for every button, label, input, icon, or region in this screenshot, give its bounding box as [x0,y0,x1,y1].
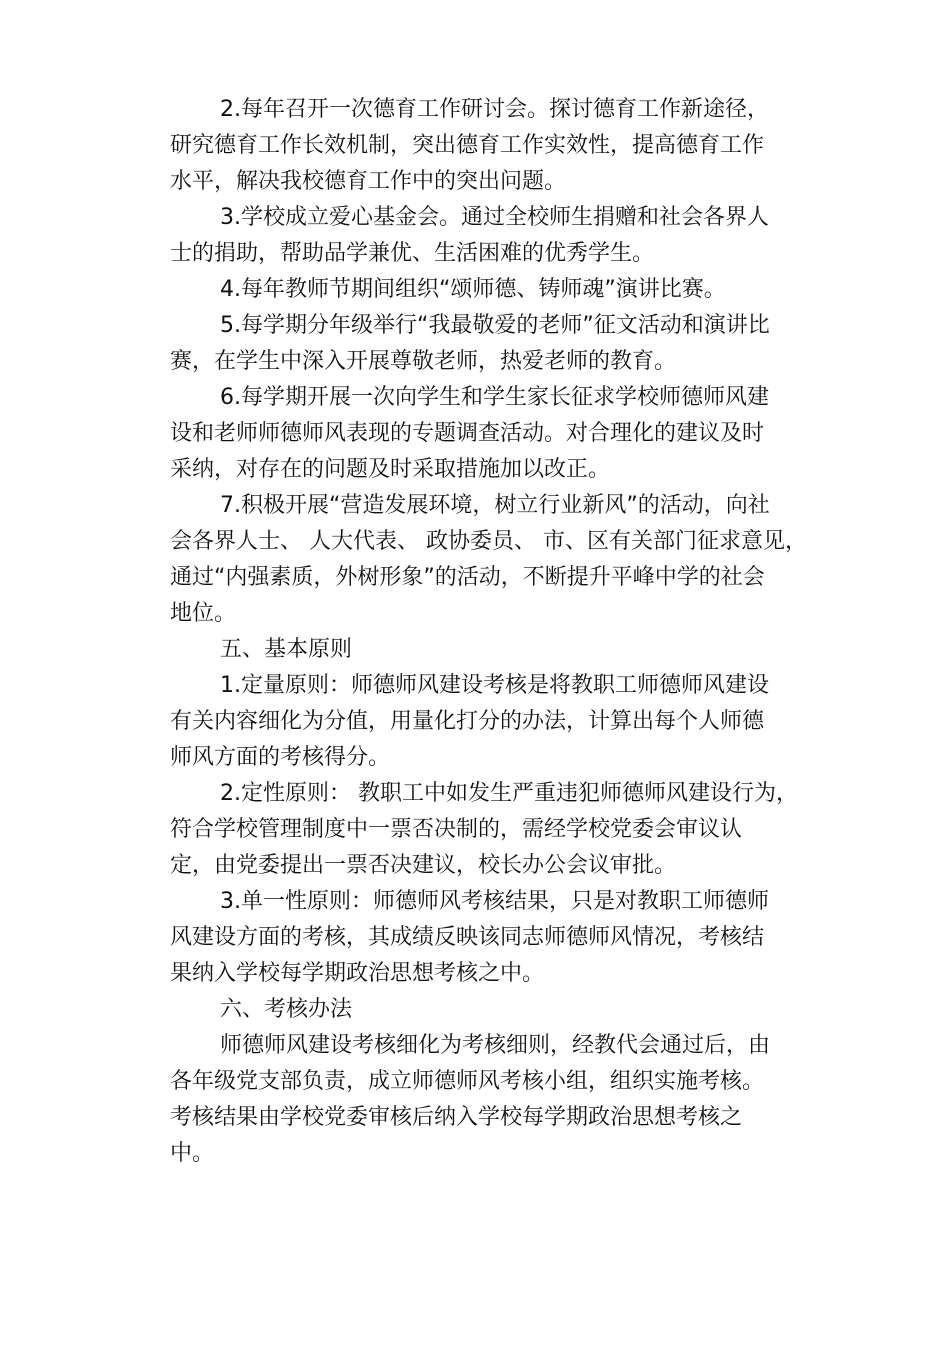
text-line: 1.定量原则：师德师风建设考核是将教职工师德师风建设 [220,673,769,698]
text-line: 6.每学期开展一次向学生和学生家长征求学校师德师风建 [220,385,769,410]
text-line: 采纳，对存在的问题及时采取措施加以改正。 [170,457,611,482]
text-line: 3.学校成立爱心基金会。通过全校师生捐赠和社会各界人 [220,205,769,230]
text-line: 师风方面的考核得分。 [170,745,391,770]
text-line: 赛，在学生中深入开展尊敬老师，热爱老师的教育。 [170,349,677,374]
text-line: 2.每年召开一次德育工作研讨会。探讨德育工作新途径， [220,97,769,122]
text-line: 风建设方面的考核，其成绩反映该同志师德师风情况，考核结 [170,925,765,950]
text-line: 有关内容细化为分值，用量化打分的办法，计算出每个人师德 [170,709,765,734]
text-line: 水平，解决我校德育工作中的突出问题。 [170,169,567,194]
text-line: 通过“内强素质，外树形象”的活动，不断提升平峰中学的社会 [170,565,765,590]
text-line: 考核结果由学校党委审核后纳入学校每学期政治思想考核之 [170,1105,743,1130]
text-line: 士的捐助，帮助品学兼优、生活困难的优秀学生。 [170,241,655,266]
text-line: 4.每年教师节期间组织“颂师德、铸师魂”演讲比赛。 [220,277,726,302]
document-body [170,92,840,1172]
text-line: 7.积极开展“营造发展环境，树立行业新风”的活动，向社 [220,493,770,518]
text-line: 定，由党委提出一票否决建议，校长办公会议审批。 [170,853,677,878]
text-line: 2.定性原则： 教职工中如发生严重违犯师德师风建设行为， [220,781,798,806]
text-line: 各年级党支部负责，成立师德师风考核小组，组织实施考核。 [170,1069,765,1094]
text-line: 设和老师师德师风表现的专题调查活动。对合理化的建议及时 [170,421,765,446]
text-line: 地位。 [170,601,237,626]
text-line: 五、基本原则 [220,637,353,662]
text-line: 会各界人士、 人大代表、 政协委员、 市、区有关部门征求意见， [170,529,807,554]
text-line: 研究德育工作长效机制，突出德育工作实效性，提高德育工作 [170,133,765,158]
text-line: 师德师风建设考核细化为考核细则，经教代会通过后，由 [220,1033,771,1058]
text-line: 中。 [170,1141,215,1166]
text-line: 六、考核办法 [220,997,353,1022]
text-line: 5.每学期分年级举行“我最敬爱的老师”征文活动和演讲比 [220,313,770,338]
text-line: 符合学校管理制度中一票否决制的，需经学校党委会审议认 [170,817,743,842]
text-line: 果纳入学校每学期政治思想考核之中。 [170,961,545,986]
text-line: 3.单一性原则：师德师风考核结果，只是对教职工师德师 [220,889,769,914]
